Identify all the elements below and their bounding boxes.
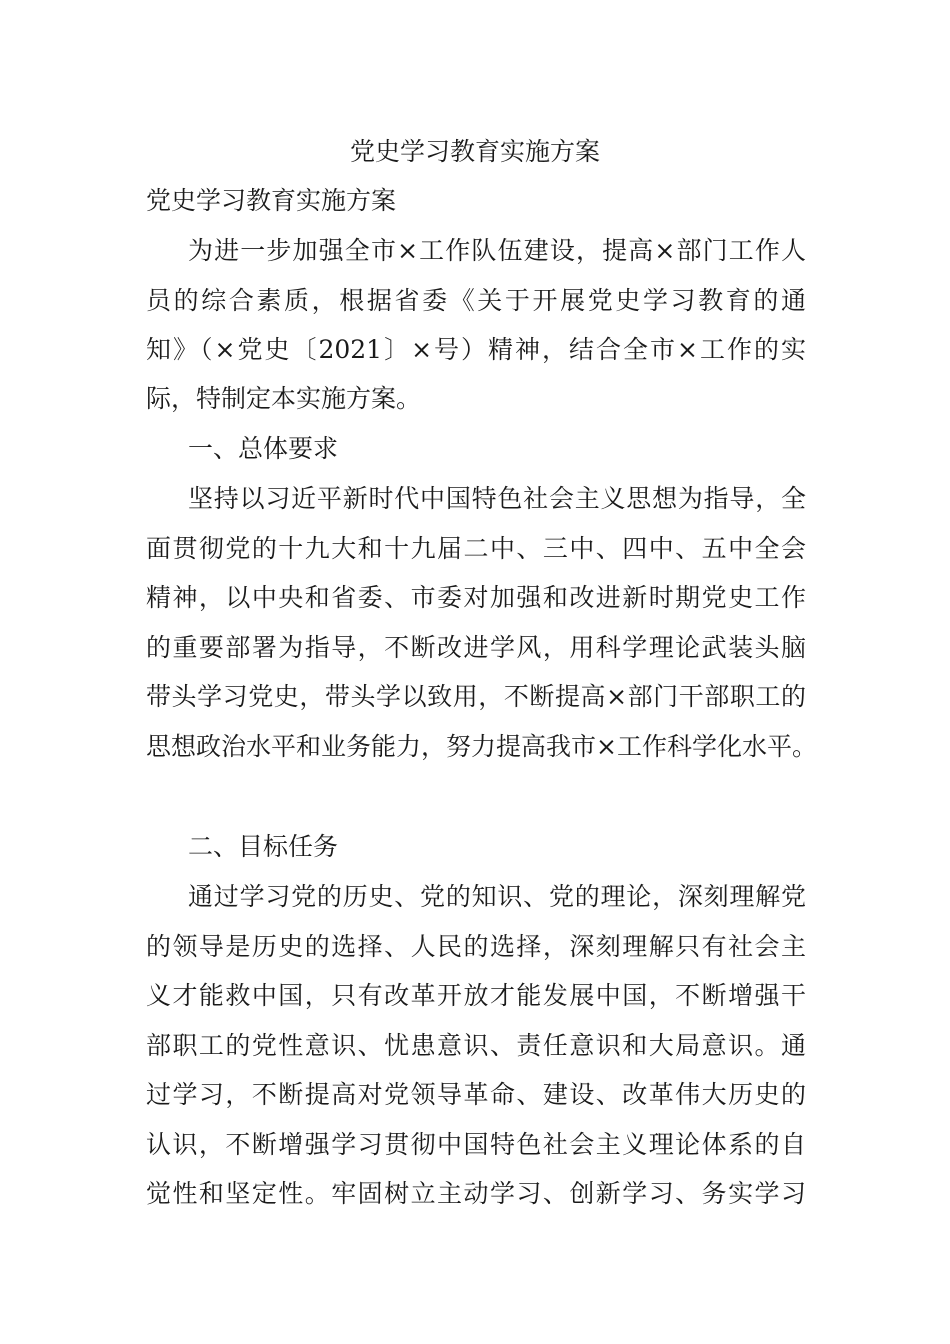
section2-line-1: 通过学习党的历史、党的知识、党的理论，深刻理解党	[188, 882, 806, 911]
document-title: 党史学习教育实施方案	[349, 137, 600, 166]
section2-line-3: 义才能救中国，只有改革开放才能发展中国，不断增强干	[146, 981, 806, 1010]
section1-line-4: 的重要部署为指导，不断改进学风，用科学理论武装头脑	[146, 633, 806, 662]
section2-line-6: 认识，不断增强学习贯彻中国特色社会主义理论体系的自	[146, 1130, 806, 1159]
document-subtitle: 党史学习教育实施方案	[146, 186, 397, 215]
section2-line-2: 的领导是历史的选择、人民的选择，深刻理解只有社会主	[146, 932, 806, 961]
section2-heading: 二、目标任务	[188, 832, 339, 861]
section2-line-5: 过学习，不断提高对党领导革命、建设、改革伟大历史的	[146, 1080, 806, 1109]
intro-line-3: 知》（×党史〔2021〕×号）精神，结合全市×工作的实	[146, 335, 806, 364]
section1-line-1: 坚持以习近平新时代中国特色社会主义思想为指导，全	[188, 484, 806, 513]
intro-line-2: 员的综合素质，根据省委《关于开展党史学习教育的通	[146, 286, 806, 315]
section1-line-3: 精神，以中央和省委、市委对加强和改进新时期党史工作	[146, 583, 806, 612]
section1-line-5: 带头学习党史，带头学以致用，不断提高×部门干部职工的	[146, 682, 806, 711]
intro-line-1: 为进一步加强全市×工作队伍建设，提高×部门工作人	[188, 236, 806, 265]
intro-line-4: 际，特制定本实施方案。	[146, 384, 422, 413]
section1-line-2: 面贯彻党的十九大和十九届二中、三中、四中、五中全会	[146, 534, 806, 563]
section1-heading: 一、总体要求	[188, 434, 339, 463]
section2-line-4: 部职工的党性意识、忧患意识、责任意识和大局意识。通	[146, 1031, 806, 1060]
section1-line-6: 思想政治水平和业务能力，努力提高我市×工作科学化水平。	[146, 732, 817, 761]
section2-line-7: 觉性和坚定性。牢固树立主动学习、创新学习、务实学习	[146, 1179, 806, 1208]
